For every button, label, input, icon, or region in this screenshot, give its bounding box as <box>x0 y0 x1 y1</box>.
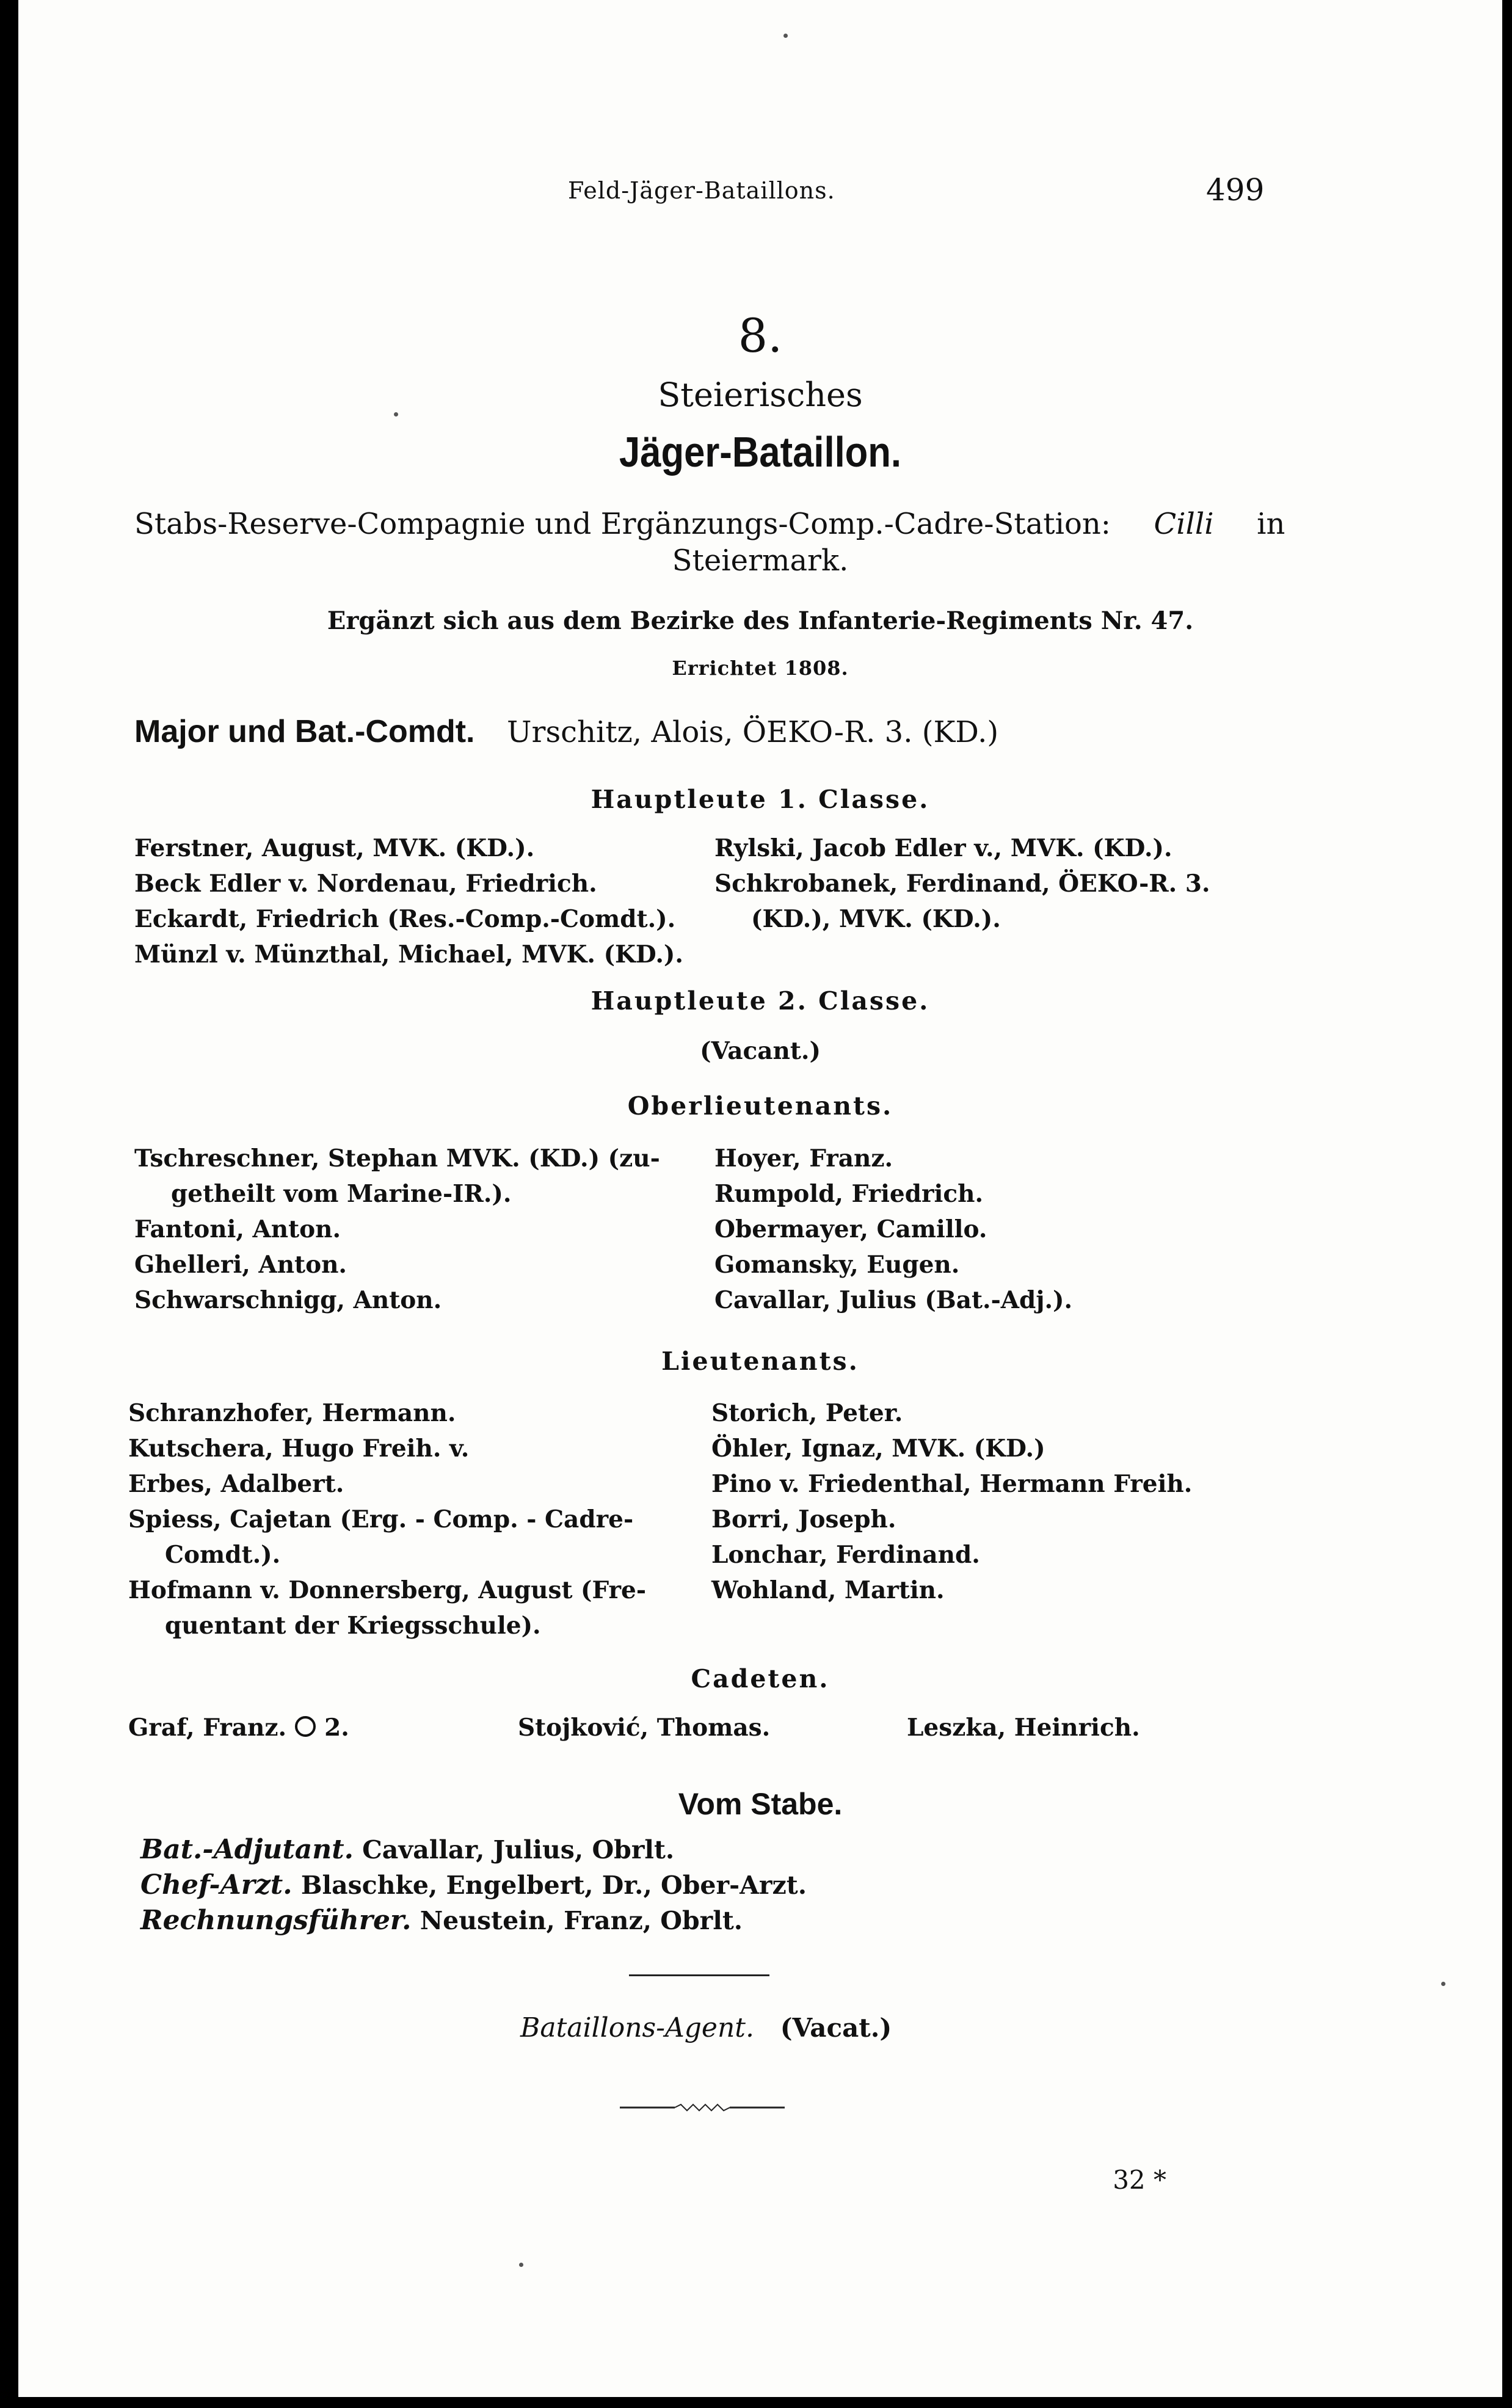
list-item: Borri, Joseph. <box>711 1505 896 1533</box>
list-item: getheilt vom Marine-IR.). <box>171 1180 512 1208</box>
oberlieutenants-right <box>714 1141 1072 1318</box>
stab-row <box>140 1868 807 1903</box>
speck <box>1441 1982 1445 1986</box>
stab-value: Cavallar, Julius, Obrlt. <box>362 1835 675 1864</box>
divider <box>629 1974 769 1976</box>
list-item: Schkrobanek, Ferdinand, ÖEKO-R. 3. <box>714 870 1210 898</box>
hauptleute-1-right <box>714 831 1210 937</box>
list-item: Cavallar, Julius (Bat.-Adj.). <box>714 1286 1073 1314</box>
running-title: Feld-Jäger-Bataillons. <box>568 177 835 204</box>
cadet-suffix: 2. <box>324 1714 349 1742</box>
cadet-3: Leszka, Heinrich. <box>907 1714 1140 1742</box>
list-item: Ghelleri, Anton. <box>134 1251 347 1279</box>
lieutenants-heading: Lieutenants. <box>661 1347 859 1376</box>
stab-heading: Vom Stabe. <box>678 1787 843 1821</box>
hauptleute-1-left <box>134 831 683 972</box>
established-line: Errichtet 1808. <box>672 657 849 680</box>
list-item: Lonchar, Ferdinand. <box>711 1541 980 1569</box>
stab-label: Chef-Arzt. <box>140 1869 293 1901</box>
list-item: Öhler, Ignaz, MVK. (KD.) <box>711 1435 1045 1463</box>
station-city: Cilli <box>1154 507 1214 541</box>
list-item: (KD.), MVK. (KD.). <box>751 905 1001 933</box>
list-item: Erbes, Adalbert. <box>128 1470 344 1498</box>
list-item: quentant der Kriegsschule). <box>165 1612 541 1640</box>
ornament-rule <box>620 2103 791 2112</box>
list-item: Fantoni, Anton. <box>134 1215 341 1243</box>
signature-mark: 32 * <box>1113 2165 1166 2195</box>
unit-number: 8. <box>738 308 783 363</box>
stab-row <box>140 1903 807 1938</box>
cadet-name: Graf, Franz. <box>128 1714 287 1742</box>
major-row <box>134 713 998 750</box>
stab-list <box>140 1832 807 1938</box>
list-item: Wohland, Martin. <box>711 1576 945 1604</box>
page-number: 499 <box>1206 172 1265 208</box>
station-region: Steiermark. <box>672 544 849 578</box>
major-name: Urschitz, Alois, ÖEKO-R. 3. (KD.) <box>507 715 999 749</box>
agent-value: (Vacat.) <box>780 2013 892 2043</box>
list-item: Schwarschnigg, Anton. <box>134 1286 442 1314</box>
cadeten-heading: Cadeten. <box>691 1664 830 1693</box>
major-label: Major und Bat.-Comdt. <box>134 714 475 749</box>
list-item: Gomansky, Eugen. <box>714 1251 960 1279</box>
stab-label: Bat.-Adjutant. <box>140 1834 354 1865</box>
station-in: in <box>1257 507 1285 541</box>
speck <box>519 2263 523 2267</box>
agent-line <box>520 2012 892 2043</box>
list-item: Storich, Peter. <box>711 1399 903 1427</box>
station-prefix: Stabs-Reserve-Compagnie und Ergänzungs-Comp.-Cadre-Station: <box>134 507 1111 541</box>
page <box>18 0 1502 2397</box>
list-item: Spiess, Cajetan (Erg. - Comp. - Cadre- <box>128 1505 634 1533</box>
list-item: Pino v. Friedenthal, Hermann Freih. <box>711 1470 1193 1498</box>
stab-row <box>140 1832 807 1868</box>
list-item: Eckardt, Friedrich (Res.-Comp.-Comdt.). <box>134 905 676 933</box>
list-item: Münzl v. Münzthal, Michael, MVK. (KD.). <box>134 940 683 969</box>
hauptleute-2-note: (Vacant.) <box>700 1037 821 1065</box>
hauptleute-2-heading: Hauptleute 2. Classe. <box>591 986 930 1016</box>
oberlieutenants-heading: Oberlieutenants. <box>627 1091 893 1121</box>
lieutenants-left <box>128 1395 646 1643</box>
unit-subtitle: Steierisches <box>658 376 863 414</box>
cadet-1 <box>128 1710 349 1745</box>
unit-title: Jäger-Bataillon. <box>619 428 902 476</box>
hauptleute-1-heading: Hauptleute 1. Classe. <box>591 785 930 814</box>
list-item: Kutschera, Hugo Freih. v. <box>128 1435 470 1463</box>
list-item: Hoyer, Franz. <box>714 1144 893 1173</box>
list-item: Comdt.). <box>165 1541 281 1569</box>
oberlieutenants-left <box>134 1141 660 1318</box>
list-item: Hofmann v. Donnersberg, August (Fre- <box>128 1576 647 1604</box>
agent-label: Bataillons-Agent. <box>520 2012 754 2043</box>
list-item: Ferstner, August, MVK. (KD.). <box>134 834 535 862</box>
list-item: Rylski, Jacob Edler v., MVK. (KD.). <box>714 834 1172 862</box>
moon-symbol-icon <box>295 1716 316 1737</box>
list-item: Beck Edler v. Nordenau, Friedrich. <box>134 870 597 898</box>
stab-value: Neustein, Franz, Obrlt. <box>420 1906 743 1935</box>
list-item: Obermayer, Camillo. <box>714 1215 987 1243</box>
list-item: Schranzhofer, Hermann. <box>128 1399 456 1427</box>
cadet-2: Stojković, Thomas. <box>518 1714 771 1742</box>
speck <box>783 34 788 38</box>
list-item: Tschreschner, Stephan MVK. (KD.) (zu- <box>134 1144 660 1173</box>
speck <box>394 412 398 416</box>
stab-value: Blaschke, Engelbert, Dr., Ober-Arzt. <box>300 1871 807 1900</box>
list-item: Rumpold, Friedrich. <box>714 1180 984 1208</box>
lieutenants-right <box>711 1395 1192 1608</box>
stab-label: Rechnungsführer. <box>140 1905 412 1936</box>
recruitment-line: Ergänzt sich aus dem Bezirke des Infanterie-Regiments Nr. 47. <box>327 606 1194 635</box>
station-line <box>134 507 1285 541</box>
